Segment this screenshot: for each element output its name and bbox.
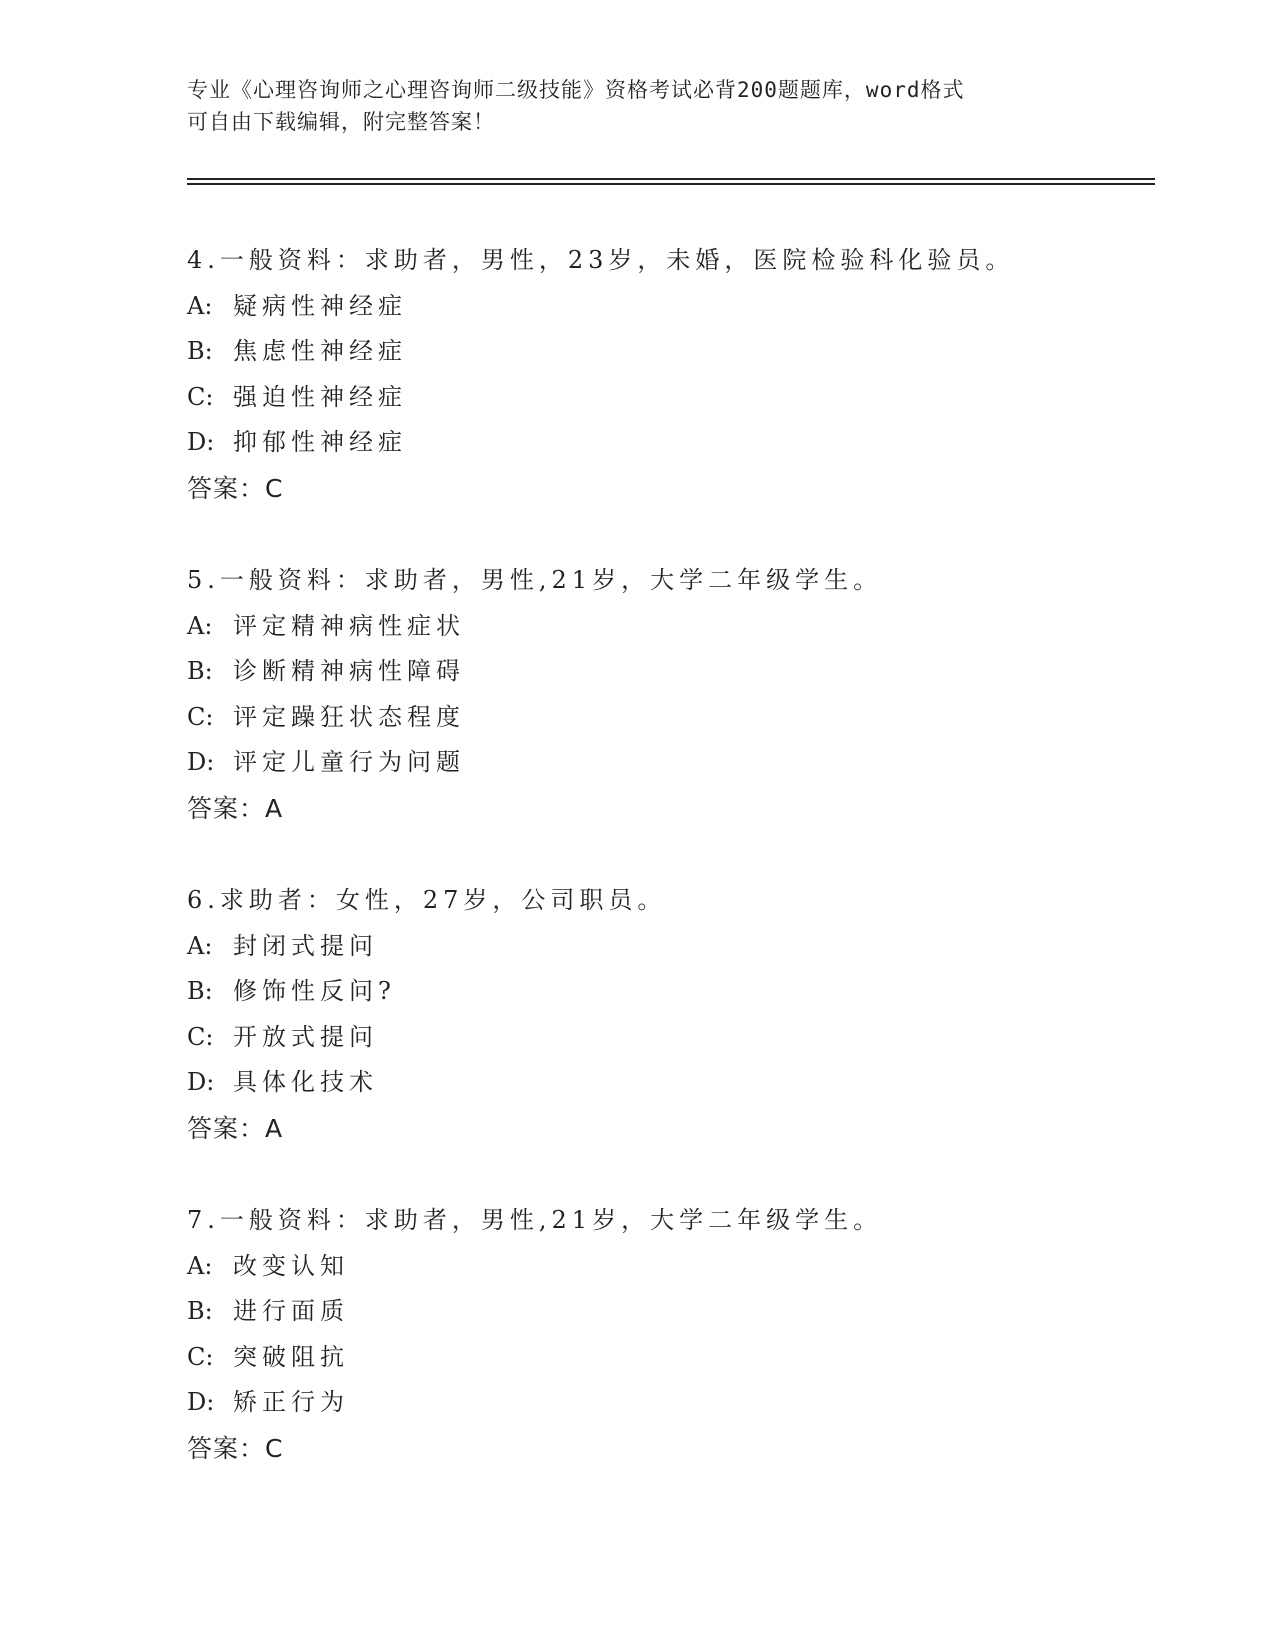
option-b	[187, 649, 1147, 695]
option-c	[187, 1335, 1147, 1381]
option-letter: D:	[187, 1068, 215, 1096]
option-a	[187, 284, 1147, 330]
option-letter: D:	[187, 748, 215, 776]
header-divider-bottom	[187, 183, 1155, 185]
option-text: 改变认知	[233, 1251, 349, 1280]
option-a	[187, 1244, 1147, 1290]
option-c	[187, 695, 1147, 741]
question-item	[187, 558, 1147, 878]
question-stem: 6.求助者：女性，27岁，公司职员。	[187, 886, 667, 914]
option-text: 突破阻抗	[233, 1342, 349, 1371]
question-item	[187, 878, 1147, 1198]
header-divider-top	[187, 178, 1155, 180]
option-letter: D:	[187, 428, 215, 456]
option-letter: C:	[187, 382, 214, 411]
option-text: 矫正行为	[233, 1388, 349, 1416]
option-text: 评定精神病性症状	[233, 611, 465, 640]
option-text: 疑病性神经症	[233, 291, 407, 320]
option-a	[187, 924, 1147, 970]
option-b	[187, 329, 1147, 375]
option-text: 开放式提问	[233, 1022, 378, 1051]
option-letter: A:	[187, 291, 213, 320]
option-letter: A:	[187, 611, 213, 640]
option-d	[187, 1380, 1147, 1426]
option-d	[187, 740, 1147, 786]
option-letter: C:	[187, 1342, 214, 1371]
answer-line: 答案：C	[187, 473, 284, 503]
header-title-line-2: 可自由下载编辑，附完整答案！	[187, 110, 495, 134]
option-d	[187, 1060, 1147, 1106]
option-text: 进行面质	[233, 1297, 349, 1325]
option-b	[187, 1289, 1147, 1335]
option-text: 强迫性神经症	[233, 382, 407, 411]
option-d	[187, 420, 1147, 466]
option-text: 具体化技术	[233, 1068, 378, 1096]
answer-line: 答案：A	[187, 793, 284, 823]
option-text: 抑郁性神经症	[233, 428, 407, 456]
option-text: 评定儿童行为问题	[233, 748, 465, 776]
header-title-line-1: 专业《心理咨询师之心理咨询师二级技能》资格考试必背200题题库，word格式	[187, 78, 965, 102]
option-text: 诊断精神病性障碍	[233, 657, 465, 685]
option-letter: A:	[187, 1251, 213, 1280]
option-letter: B:	[187, 1297, 213, 1325]
option-text: 修饰性反问?	[233, 977, 396, 1005]
option-c	[187, 1015, 1147, 1061]
option-c	[187, 375, 1147, 421]
question-item	[187, 1198, 1147, 1518]
question-stem: 5.一般资料：求助者，男性,21岁，大学二年级学生。	[187, 566, 883, 594]
option-a	[187, 604, 1147, 650]
option-letter: A:	[187, 931, 213, 960]
option-letter: B:	[187, 977, 213, 1005]
question-stem: 4.一般资料：求助者，男性，23岁，未婚，医院检验科化验员。	[187, 246, 1015, 274]
answer-line: 答案：A	[187, 1113, 284, 1143]
option-text: 焦虑性神经症	[233, 337, 407, 365]
option-text: 封闭式提问	[233, 931, 378, 960]
option-letter: B:	[187, 337, 213, 365]
option-text: 评定躁狂状态程度	[233, 702, 465, 731]
answer-line: 答案：C	[187, 1433, 284, 1463]
document-header	[187, 74, 1087, 138]
option-letter: B:	[187, 657, 213, 685]
question-item	[187, 238, 1147, 558]
question-stem: 7.一般资料：求助者，男性,21岁，大学二年级学生。	[187, 1206, 883, 1234]
question-list	[187, 238, 1147, 1518]
option-letter: C:	[187, 1022, 214, 1051]
option-b	[187, 969, 1147, 1015]
option-letter: D:	[187, 1388, 215, 1416]
option-letter: C:	[187, 702, 214, 731]
